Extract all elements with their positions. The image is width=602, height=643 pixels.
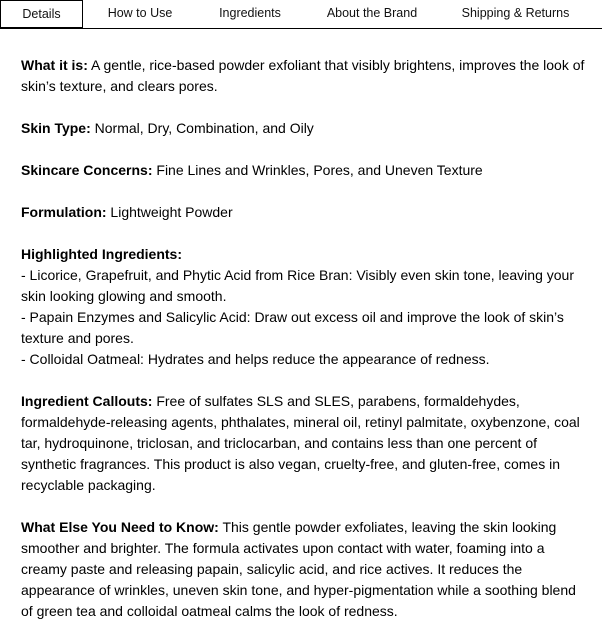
ingredient-callouts (21, 391, 586, 496)
details-panel (21, 55, 586, 643)
ingredient-callouts-label: Ingredient Callouts: (21, 393, 153, 409)
skin-type-label: Skin Type: (21, 120, 91, 136)
tab-shipping-returns[interactable]: Shipping & Returns (461, 6, 570, 20)
product-tabs (0, 0, 602, 29)
tab-details[interactable]: Details (0, 0, 83, 29)
skin-type-text: Normal, Dry, Combination, and Oily (90, 120, 314, 136)
what-else-to-know (21, 517, 586, 622)
formulation-label: Formulation: (21, 204, 107, 220)
skincare-concerns-text: Fine Lines and Wrinkles, Pores, and Uneven Texture (152, 162, 483, 178)
what-it-is (21, 55, 586, 97)
highlighted-ingredients-label: Highlighted Ingredients: (21, 246, 182, 262)
ingredient-callouts-text: Free of sulfates SLS and SLES, parabens, formaldehydes, formaldehyde-releasing agents, phthalates, mineral oil, retinyl palmitate, oxybenzone, coal tar, hydroquinone, triclosan, and triclocarban, and contains less than one percent of synthetic fragrances. This product is also vegan, cruelty-free, and gluten-free, comes in recyclable packaging. (21, 393, 580, 493)
highlighted-ingredient-item: - Licorice, Grapefruit, and Phytic Acid from Rice Bran: Visibly even skin tone, leaving your skin looking glowing and smooth. (21, 267, 574, 304)
what-it-is-label: What it is: (21, 57, 88, 73)
highlighted-ingredient-item: - Colloidal Oatmeal: Hydrates and helps reduce the appearance of redness. (21, 351, 490, 367)
formulation (21, 202, 586, 223)
skincare-concerns (21, 160, 586, 181)
what-else-to-know-label: What Else You Need to Know: (21, 519, 219, 535)
highlighted-ingredient-item: - Papain Enzymes and Salicylic Acid: Draw out excess oil and improve the look of skin’s texture and pores. (21, 309, 564, 346)
skincare-concerns-label: Skincare Concerns: (21, 162, 153, 178)
what-it-is-text: A gentle, rice-based powder exfoliant that visibly brightens, improves the look of skin’s texture, and clears pores. (21, 57, 585, 94)
tab-about-the-brand[interactable]: About the Brand (326, 6, 418, 20)
what-else-to-know-text: This gentle powder exfoliates, leaving the skin looking smoother and brighter. The formula activates upon contact with water, foaming into a creamy paste and releasing papain, salicylic acid, and rice actives. It reduces the appearance of wrinkles, uneven skin tone, and hyper-pigmentation while a soothing blend of green tea and colloidal oatmeal calms the look of redness. (21, 519, 576, 619)
tab-how-to-use[interactable]: How to Use (107, 6, 173, 20)
formulation-text: Lightweight Powder (106, 204, 233, 220)
tab-ingredients[interactable]: Ingredients (219, 6, 281, 20)
highlighted-ingredients (21, 244, 586, 370)
skin-type (21, 118, 586, 139)
